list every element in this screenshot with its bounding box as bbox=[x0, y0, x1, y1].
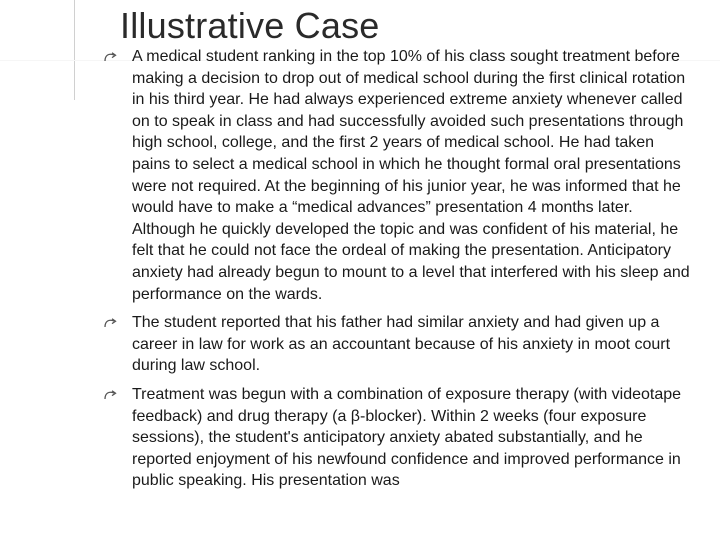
bullet-text: Treatment was begun with a combination of exposure therapy (with videotape feedback) and drug therapy (a β-blocker). Within 2 weeks (four exposure sessions), the student's anticipatory anxiety abated substantially, and he reported enjoyment of his newfound confidence and improved performance in public speaking. His presentation was bbox=[132, 385, 682, 490]
curved-arrow-bullet-icon bbox=[104, 52, 117, 62]
bullet-text: A medical student ranking in the top 10% of his class sought treatment before making a decision to drop out of medical school during the first clinical rotation in his third year. He had always experienced extreme anxiety whenever called on to speak in class and had successfully avoided such presentations through high school, college, and the first 2 years of medical school. He had taken pains to select a medical school in which he thought formal oral presentations were not required. At the beginning of his junior year, he was informed that he would have to make a “medical advances” presentation 4 months later. Although he quickly developed the topic and was confident of his material, he felt that he could not face the ordeal of making the presentation. Anticipatory anxiety had already begun to mount to a level that interfered with his sleep and performance on the wards. bbox=[132, 48, 690, 303]
bullet-text: The student reported that his father had similar anxiety and had given up a career in law for work as an accountant because of his anxiety in moot court during law school. bbox=[132, 314, 671, 375]
slide-body bbox=[104, 46, 694, 499]
decorative-vertical-line bbox=[74, 0, 75, 100]
bullet-item-family-history bbox=[104, 312, 694, 377]
bullet-item-treatment bbox=[104, 384, 694, 492]
curved-arrow-bullet-icon bbox=[104, 318, 117, 328]
bullet-item-case-history bbox=[104, 46, 694, 305]
curved-arrow-bullet-icon bbox=[104, 390, 117, 400]
slide-title: Illustrative Case bbox=[120, 5, 380, 46]
